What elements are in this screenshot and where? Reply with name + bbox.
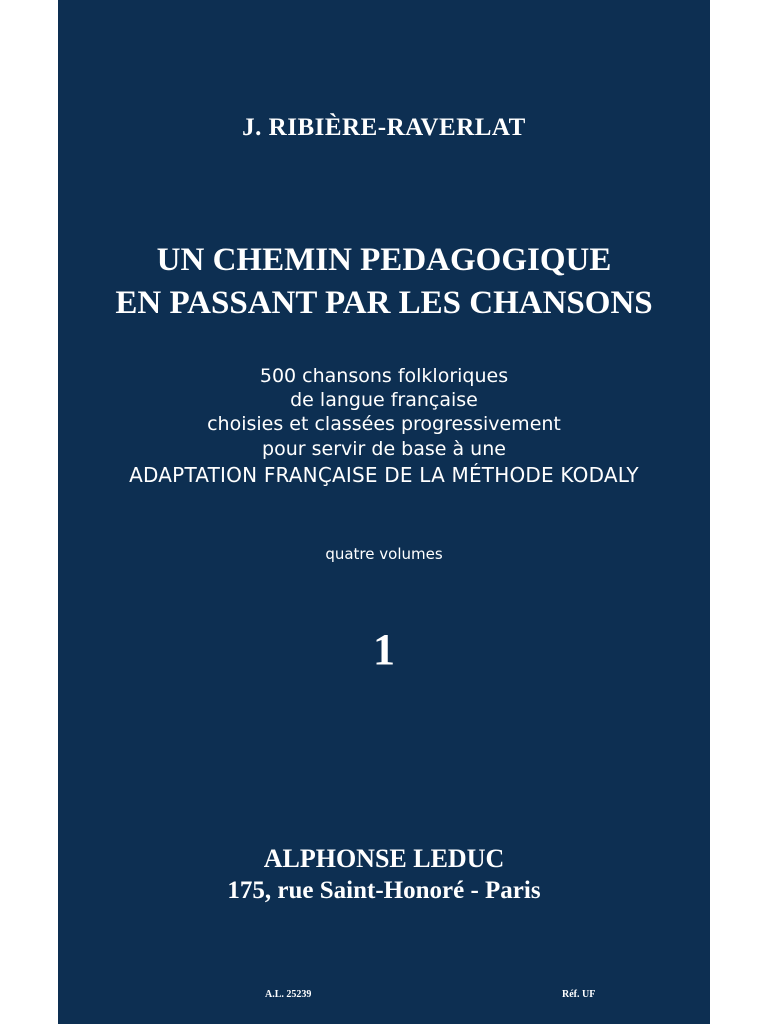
catalog-number: A.L. 25239 xyxy=(265,989,312,1000)
author-name: J. RIBIÈRE-RAVERLAT xyxy=(242,114,526,141)
subtitle-line-5: ADAPTATION FRANÇAISE DE LA MÉTHODE KODALY xyxy=(129,463,639,487)
publisher-name: ALPHONSE LEDUC xyxy=(263,844,505,873)
subtitle-line-1: 500 chansons folkloriques xyxy=(259,365,509,387)
volume-number: 1 xyxy=(373,625,395,674)
book-cover xyxy=(58,0,710,1024)
volumes-note: quatre volumes xyxy=(325,545,443,563)
reference-code: Réf. UF xyxy=(562,989,596,1000)
title-line-1: UN CHEMIN PEDAGOGIQUE xyxy=(156,242,612,278)
publisher-address: 175, rue Saint-Honoré - Paris xyxy=(227,877,541,904)
subtitle-line-2: de langue française xyxy=(290,389,478,411)
subtitle-line-4: pour servir de base à une xyxy=(262,438,506,460)
title-line-2: EN PASSANT PAR LES CHANSONS xyxy=(115,285,653,321)
subtitle-line-3: choisies et classées progressivement xyxy=(207,413,561,435)
